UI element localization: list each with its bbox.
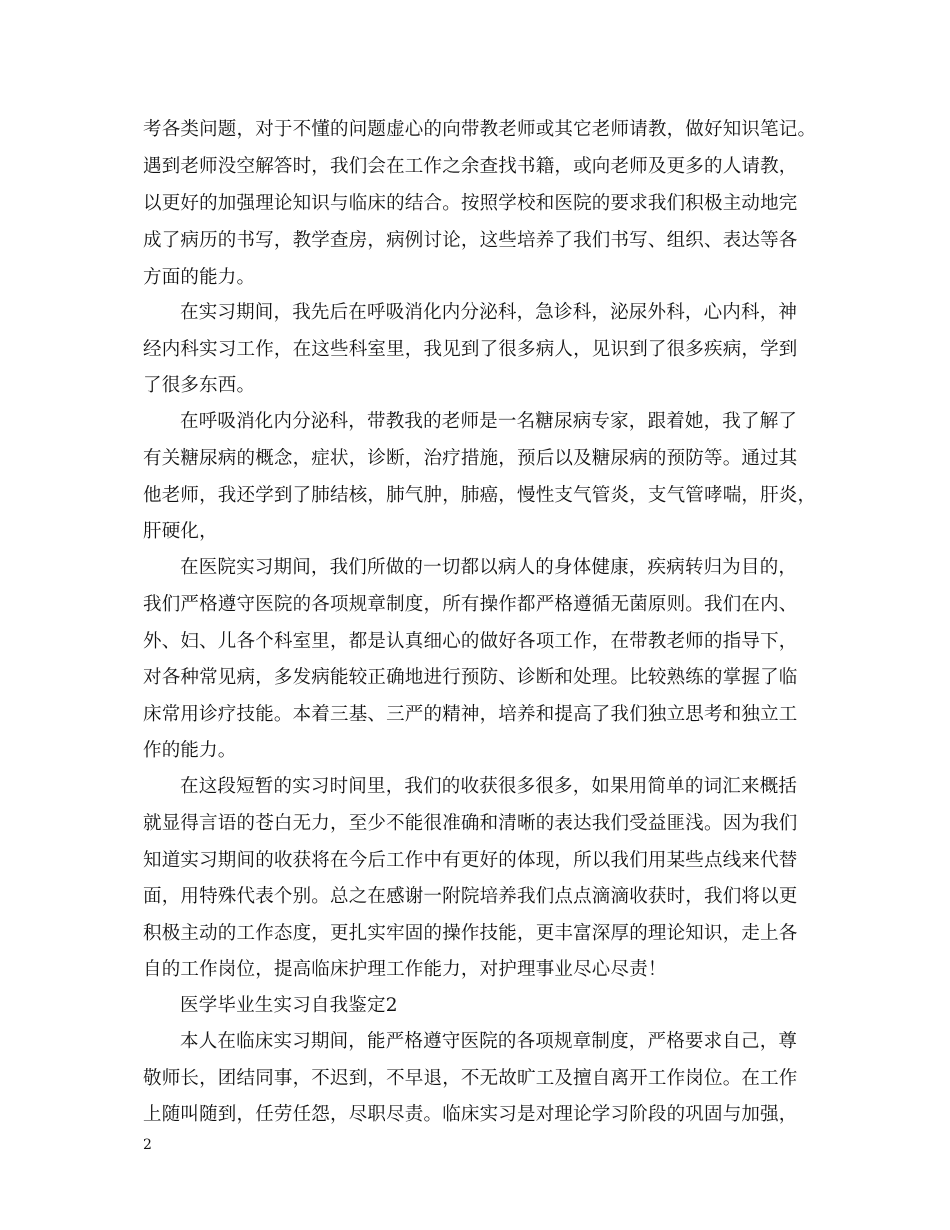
text-line: 以更好的加强理论知识与临床的结合。按照学校和医院的要求我们积极主动地完: [143, 193, 798, 214]
text-line: 外、妇、儿各个科室里，都是认真细心的做好各项工作，在带教老师的指导下，: [143, 631, 798, 652]
text-line: 了很多东西。: [143, 375, 256, 396]
text-line: 积极主动的工作态度，更扎实牢固的操作技能，更丰富深厚的理论知识，走上各: [143, 923, 798, 944]
text-line: 作的能力。: [143, 740, 237, 761]
text-line: 敬师长，团结同事，不迟到，不早退，不无故旷工及擅自离开工作岗位。在工作: [143, 1068, 798, 1089]
paragraph-start-line: 在实习期间，我先后在呼吸消化内分泌科，急诊科，泌尿外科，心内科，神: [180, 302, 798, 323]
text-line: 有关糖尿病的概念，症状，诊断，治疗措施，预后以及糖尿病的预防等。通过其: [143, 448, 798, 469]
paragraph-start-line: 在呼吸消化内分泌科，带教我的老师是一名糖尿病专家，跟着她，我了解了: [180, 411, 798, 432]
section-heading: 医学毕业生实习自我鉴定2: [180, 995, 398, 1016]
text-line: 上随叫随到，任劳任怨，尽职尽责。临床实习是对理论学习阶段的巩固与加强，: [143, 1104, 798, 1125]
text-line: 成了病历的书写，教学查房，病例讨论，这些培养了我们书写、组织、表达等各: [143, 230, 798, 251]
text-line: 我们严格遵守医院的各项规章制度，所有操作都严格遵循无菌原则。我们在内、: [143, 594, 798, 615]
paragraph-start-line: 在医院实习期间，我们所做的一切都以病人的身体健康，疾病转归为目的，: [180, 557, 798, 578]
paragraph-start-line: 在这段短暂的实习时间里，我们的收获很多很多，如果用简单的词汇来概括: [180, 776, 798, 797]
text-line: 知道实习期间的收获将在今后工作中有更好的体现，所以我们用某些点线来代替: [143, 850, 798, 871]
text-line: 方面的能力。: [143, 267, 256, 288]
text-line: 对各种常见病，多发病能较正确地进行预防、诊断和处理。比较熟练的掌握了临: [143, 667, 798, 688]
text-line: 自的工作岗位，提高临床护理工作能力，对护理事业尽心尽责！: [143, 959, 667, 980]
paragraph-start-line: 本人在临床实习期间，能严格遵守医院的各项规章制度，严格要求自己，尊: [180, 1031, 798, 1052]
text-line: 经内科实习工作，在这些科室里，我见到了很多病人，见识到了很多疾病，学到: [143, 339, 798, 360]
text-line: 床常用诊疗技能。本着三基、三严的精神，培养和提高了我们独立思考和独立工: [143, 704, 798, 725]
text-line: 他老师，我还学到了肺结核，肺气肿，肺癌，慢性支气管炎，支气管哮喘，肝炎，: [143, 485, 817, 506]
text-line: 遇到老师没空解答时，我们会在工作之余查找书籍，或向老师及更多的人请教，: [143, 156, 798, 177]
text-line: 就显得言语的苍白无力，至少不能很准确和清晰的表达我们受益匪浅。因为我们: [143, 813, 798, 834]
page-number: 2: [143, 1137, 152, 1153]
text-line: 面，用特殊代表个别。总之在感谢一附院培养我们点点滴滴收获时，我们将以更: [143, 886, 798, 907]
text-line: 肝硬化，: [143, 521, 218, 542]
text-line: 考各类问题，对于不懂的问题虚心的向带教老师或其它老师请教，做好知识笔记。: [143, 119, 817, 140]
